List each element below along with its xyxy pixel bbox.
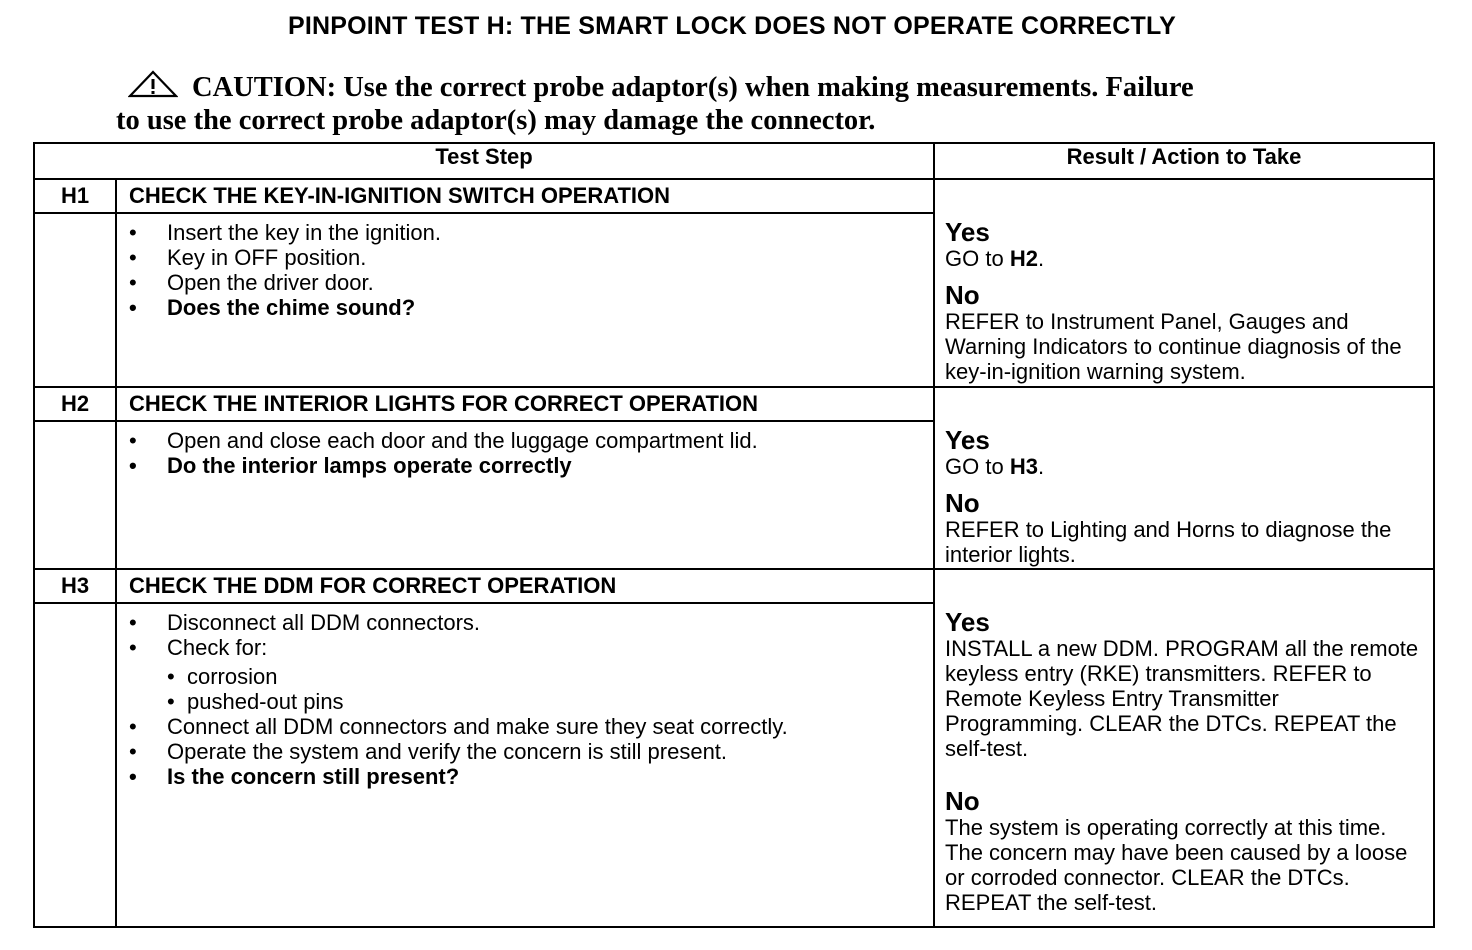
step-title: CHECK THE DDM FOR CORRECT OPERATION	[116, 569, 934, 603]
yes-label: Yes	[945, 607, 990, 637]
sub-list-item: • pushed-out pins	[167, 689, 933, 714]
step-title: CHECK THE KEY-IN-IGNITION SWITCH OPERATION	[116, 179, 934, 213]
step-result	[934, 387, 1434, 569]
step-id: H3	[34, 569, 116, 603]
list-item: • Check for:	[117, 635, 933, 660]
list-item: • Open and close each door and the luggage compartment lid.	[117, 428, 933, 453]
step-instructions	[116, 603, 934, 927]
list-item: • Connect all DDM connectors and make sure they seat correctly.	[117, 714, 933, 739]
warning-triangle-icon	[128, 70, 178, 105]
no-label: No	[945, 786, 980, 816]
sub-list-item: • corrosion	[167, 664, 933, 689]
list-item: • Insert the key in the ignition.	[117, 220, 933, 245]
no-label: No	[945, 488, 980, 518]
step-id-spacer	[34, 603, 116, 927]
yes-action: GO to H2.	[945, 246, 1045, 271]
header-test-step: Test Step	[34, 143, 934, 179]
no-action: REFER to Instrument Panel, Gauges and Warning Indicators to continue diagnosis of the key-in-ignition warning system.	[945, 309, 1402, 384]
yes-action: INSTALL a new DDM. PROGRAM all the remote keyless entry (RKE) transmitters. REFER to Remote Keyless Entry Transmitter Programming. CLEAR the DTCs. REPEAT the self-test.	[945, 636, 1419, 761]
step-header-row	[34, 179, 1434, 213]
caution-text-line1: CAUTION: Use the correct probe adaptor(s) when making measurements. Failure	[192, 72, 1194, 103]
list-item: • Open the driver door.	[117, 270, 933, 295]
step-title: CHECK THE INTERIOR LIGHTS FOR CORRECT OPERATION	[116, 387, 934, 421]
pinpoint-test-table	[33, 142, 1435, 928]
step-id-spacer	[34, 213, 116, 387]
step-question: • Does the chime sound?	[117, 295, 933, 320]
no-action: The system is operating correctly at this time. The concern may have been caused by a loose or corroded connector. CLEAR the DTCs. REPEAT the self-test.	[945, 815, 1408, 915]
step-result	[934, 179, 1434, 387]
header-result-action: Result / Action to Take	[934, 143, 1434, 179]
step-instructions	[116, 421, 934, 569]
list-item: • Disconnect all DDM connectors.	[117, 610, 933, 635]
yes-action: GO to H3.	[945, 454, 1045, 479]
no-label: No	[945, 280, 980, 310]
sub-list	[117, 664, 933, 714]
yes-label: Yes	[945, 217, 990, 247]
step-id: H1	[34, 179, 116, 213]
step-instructions	[116, 213, 934, 387]
yes-label: Yes	[945, 425, 990, 455]
caution-notice	[116, 70, 1336, 136]
no-action: REFER to Lighting and Horns to diagnose the interior lights.	[945, 517, 1392, 567]
step-header-row	[34, 387, 1434, 421]
step-result	[934, 569, 1434, 927]
list-item: • Operate the system and verify the concern is still present.	[117, 739, 933, 764]
list-item: • Key in OFF position.	[117, 245, 933, 270]
page-title: PINPOINT TEST H: THE SMART LOCK DOES NOT OPERATE CORRECTLY	[287, 12, 1177, 40]
table-header-row	[34, 143, 1434, 179]
step-header-row	[34, 569, 1434, 603]
step-id: H2	[34, 387, 116, 421]
step-question: • Do the interior lamps operate correctly	[117, 453, 933, 478]
step-id-spacer	[34, 421, 116, 569]
step-question: • Is the concern still present?	[117, 764, 933, 789]
caution-text-line2: to use the correct probe adaptor(s) may damage the connector.	[116, 105, 876, 136]
